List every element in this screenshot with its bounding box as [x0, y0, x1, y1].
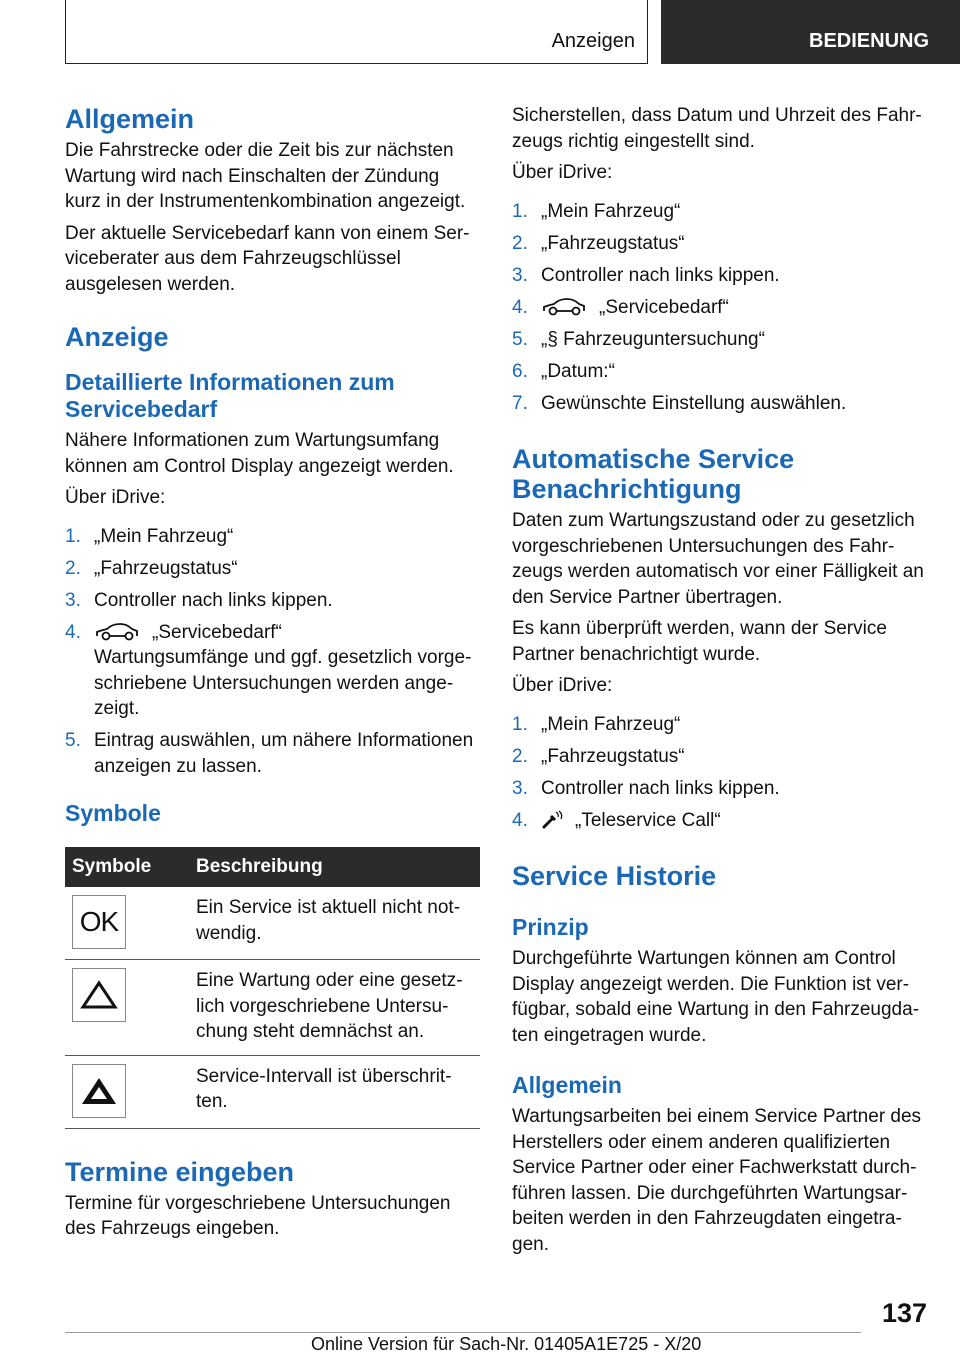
table-cell-description: Ein Service ist aktuell nicht notwendig. — [189, 887, 480, 960]
heading-service-historie: Service Historie — [512, 861, 717, 891]
ok-symbol-icon: OK — [72, 895, 126, 949]
step-text: Gewünschte Einstellung auswählen. — [541, 392, 847, 414]
list-item — [65, 620, 475, 722]
step-text: „Mein Fahrzeug“ — [541, 713, 681, 735]
step-list — [65, 524, 475, 780]
paragraph: Über iDrive: — [512, 162, 613, 183]
step-text: „Servicebedarf“ — [152, 621, 282, 643]
table-header-symbol: Symbole — [65, 847, 189, 887]
paragraph: Über iDrive: — [65, 487, 166, 508]
table-row — [65, 960, 480, 1056]
paragraph: Der aktuelle Servicebedarf kann von einem Serviceberater aus dem Fahrzeugschlüssel ausgelesen werden. — [65, 222, 470, 295]
heading-anzeige: Anzeige — [65, 322, 169, 352]
step-number: 1. — [65, 525, 81, 547]
list-item — [512, 808, 932, 834]
paragraph: Über iDrive: — [512, 675, 613, 696]
paragraph: Termine für vorgeschriebene Untersuchungen des Fahrzeugs eingeben. — [65, 1192, 451, 1239]
list-item — [512, 295, 932, 321]
table-cell-symbol — [65, 887, 189, 960]
list-item — [65, 524, 475, 550]
car-icon — [94, 622, 140, 642]
step-number: 4. — [65, 621, 81, 643]
left-column — [65, 100, 475, 1242]
table-cell-description: Eine Wartung oder eine gesetzlich vorgeschriebene Untersuchung steht demnächst an. — [189, 960, 480, 1056]
paragraph: Durchgeführte Wartungen können am Control Display angezeigt werden. Die Funktion ist verfügbar, sobald eine Wartung in den Fahrzeugdaten eingetragen wurde. — [512, 948, 920, 1046]
list-item — [512, 199, 932, 225]
step-text: Eintrag auswählen, um nähere Informationen anzeigen zu lassen. — [94, 730, 474, 777]
step-number: 3. — [512, 264, 528, 286]
paragraph: Daten zum Wartungszustand oder zu gesetzlich vorgeschriebenen Untersuchungen des Fahrzeugs werden automatisch vor einer Fälligkeit an den Service Partner übertragen. — [512, 510, 924, 608]
footer-text: Online Version für Sach-Nr. 01405A1E725 - X/20 — [311, 1334, 702, 1354]
step-detail: Wartungsumfänge und ggf. gesetzlich vorgeschriebene Untersuchungen werden angezeigt. — [94, 647, 472, 719]
list-item — [512, 359, 932, 385]
warning-triangle-icon — [72, 968, 126, 1022]
step-text: „Mein Fahrzeug“ — [541, 200, 681, 222]
right-column — [512, 100, 932, 1257]
list-item — [65, 556, 475, 582]
step-text: „§ Fahrzeuguntersuchung“ — [541, 328, 765, 350]
table-header-description: Beschreibung — [189, 847, 480, 887]
heading-symbole: Symbole — [65, 800, 161, 826]
heading-termine: Termine eingeben — [65, 1156, 295, 1187]
step-number: 2. — [512, 232, 528, 254]
step-text: „Teleservice Call“ — [575, 809, 721, 831]
heading-auto-service: Automatische Service Benachrichtigung — [512, 444, 795, 504]
table-row — [65, 1055, 480, 1128]
list-item — [512, 231, 932, 257]
list-item — [512, 327, 932, 353]
warning-triangle-filled-icon — [72, 1064, 126, 1118]
heading-detail: Detaillierte Informationen zum Servicebedarf — [65, 369, 395, 422]
step-number: 4. — [512, 296, 528, 318]
step-list — [512, 712, 932, 834]
list-item — [512, 712, 932, 738]
step-text: „Servicebedarf“ — [599, 296, 729, 318]
step-text: Controller nach links kippen. — [541, 777, 780, 799]
step-number: 1. — [512, 713, 528, 735]
step-text: „Mein Fahrzeug“ — [94, 525, 234, 547]
step-number: 6. — [512, 360, 528, 382]
list-item — [512, 744, 932, 770]
step-number: 4. — [512, 809, 528, 831]
step-number: 7. — [512, 392, 528, 414]
table-cell-symbol — [65, 1055, 189, 1128]
step-text: „Fahrzeugstatus“ — [541, 232, 685, 254]
step-text: „Fahrzeugstatus“ — [94, 557, 238, 579]
heading-prinzip: Prinzip — [512, 914, 589, 940]
step-number: 3. — [512, 777, 528, 799]
page-number: 137 — [881, 1298, 927, 1328]
step-text: Controller nach links kippen. — [541, 264, 780, 286]
paragraph: Sicherstellen, dass Datum und Uhrzeit des Fahrzeugs richtig eingestellt sind. — [512, 105, 922, 152]
step-number: 2. — [512, 745, 528, 767]
car-icon — [541, 297, 587, 317]
wrench-icon — [541, 810, 563, 830]
step-number: 5. — [512, 328, 528, 350]
step-number: 3. — [65, 589, 81, 611]
paragraph: Wartungsarbeiten bei einem Service Partner des Herstellers oder einem anderen qualifizierten Service Partner oder einer Fachwerkstatt durchführen lassen. Die durchgeführten Wartungsarbeiten werden in den Fahrzeugdaten eingetragen. — [512, 1106, 922, 1255]
heading-allgemein-2: Allgemein — [512, 1072, 622, 1098]
step-text: „Fahrzeugstatus“ — [541, 745, 685, 767]
table-cell-symbol — [65, 960, 189, 1056]
list-item — [512, 263, 932, 289]
step-text: Controller nach links kippen. — [94, 589, 333, 611]
paragraph: Nähere Informationen zum Wartungsumfang können am Control Display angezeigt werden. — [65, 430, 454, 477]
step-list — [512, 199, 932, 417]
step-text: „Datum:“ — [541, 360, 615, 382]
header-section-label: Anzeigen — [551, 30, 635, 52]
header-chapter-tab — [661, 0, 960, 64]
step-number: 1. — [512, 200, 528, 222]
table-row — [65, 887, 480, 960]
list-item — [65, 588, 475, 614]
step-number: 5. — [65, 730, 81, 751]
paragraph: Die Fahrstrecke oder die Zeit bis zur nächsten Wartung wird nach Einschalten der Zündung kurz in der Instrumentenkombination angezeigt. — [65, 140, 466, 212]
footer-divider — [65, 1332, 861, 1333]
table-cell-description: Service-Intervall ist überschritten. — [189, 1055, 480, 1128]
paragraph: Es kann überprüft werden, wann der Service Partner benachrichtigt wurde. — [512, 618, 887, 665]
list-item — [512, 776, 932, 802]
symbol-table — [65, 847, 480, 1129]
header-section-box — [65, 0, 648, 64]
list-item — [512, 391, 932, 417]
heading-allgemein: Allgemein — [65, 104, 195, 134]
step-number: 2. — [65, 557, 81, 579]
list-item — [65, 728, 475, 779]
header-chapter-label: BEDIENUNG — [809, 30, 930, 52]
